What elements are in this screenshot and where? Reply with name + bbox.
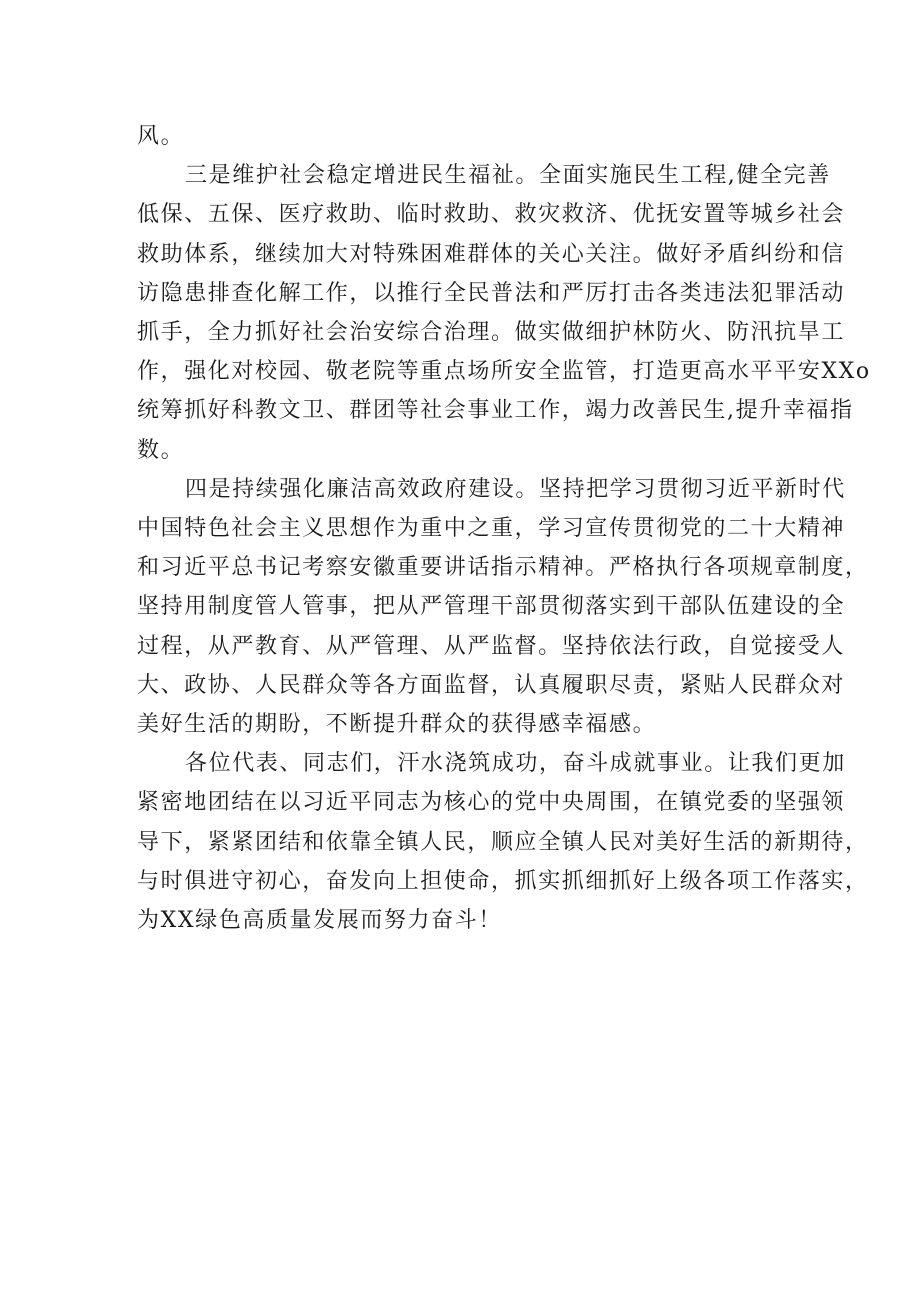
paragraph-line: 大、政协、人民群众等各方面监督，认真履职尽责，紧贴人民群众对 [137, 672, 846, 698]
paragraph-line: 三是维护社会稳定增进民生福祉。全面实施民生工程,健全完善 [185, 163, 831, 189]
paragraph-line: 美好生活的期盼，不断提升群众的获得感幸福感。 [137, 712, 657, 738]
paragraph-line: 和习近平总书记考察安徽重要讲话指示精神。严格执行各项规章制度， [137, 555, 869, 581]
paragraph-line: 为XX绿色高质量发展而努力奋斗！ [137, 908, 502, 934]
paragraph-line: 过程，从严教育、从严管理、从严监督。坚持依法行政，自觉接受人 [137, 633, 846, 659]
paragraph-line: 统筹抓好科教文卫、群团等社会事业工作，竭力改善民生,提升幸福指 [137, 398, 854, 424]
paragraph-social-stability [137, 156, 871, 470]
paragraph-line: 中国特色社会主义思想作为重中之重，学习宣传贯彻党的二十大精神 [137, 516, 846, 542]
paragraph-line: 与时俱进守初心，奋发向上担使命，抓实抓细抓好上级各项工作落实， [137, 868, 869, 894]
paragraph-continuation [137, 117, 787, 156]
document-body [137, 117, 871, 940]
paragraph-line: 风。 [137, 124, 185, 149]
paragraph-line: 低保、五保、医疗救助、临时救助、救灾救济、优抚安置等城乡社会 [137, 202, 846, 228]
paragraph-line: 抓手，全力抓好社会治安综合治理。做实做细护林防火、防汛抗旱工 [137, 320, 846, 346]
paragraph-clean-government [137, 470, 869, 744]
paragraph-closing [137, 744, 869, 940]
paragraph-line: 救助体系，继续加大对特殊困难群体的关心关注。做好矛盾纠纷和信 [137, 241, 846, 267]
paragraph-line: 四是持续强化廉洁高效政府建设。坚持把学习贯彻习近平新时代 [185, 476, 846, 502]
paragraph-line: 坚持用制度管人管事，把从严管理干部贯彻落实到干部队伍建设的全 [137, 594, 846, 620]
paragraph-line: 访隐患排查化解工作，以推行全民普法和严厉打击各类违法犯罪活动 [137, 280, 846, 306]
paragraph-line: 紧密地团结在以习近平同志为核心的党中央周围，在镇党委的坚强领 [137, 790, 846, 816]
paragraph-line: 导下，紧紧团结和依靠全镇人民，顺应全镇人民对美好生活的新期待， [137, 829, 869, 855]
paragraph-line: 数。 [137, 437, 185, 463]
paragraph-line: 各位代表、同志们，汗水浇筑成功，奋斗成就事业。让我们更加 [185, 751, 846, 777]
paragraph-line: 作，强化对校园、敬老院等重点场所安全监管，打造更高水平平安XXo [137, 359, 871, 385]
